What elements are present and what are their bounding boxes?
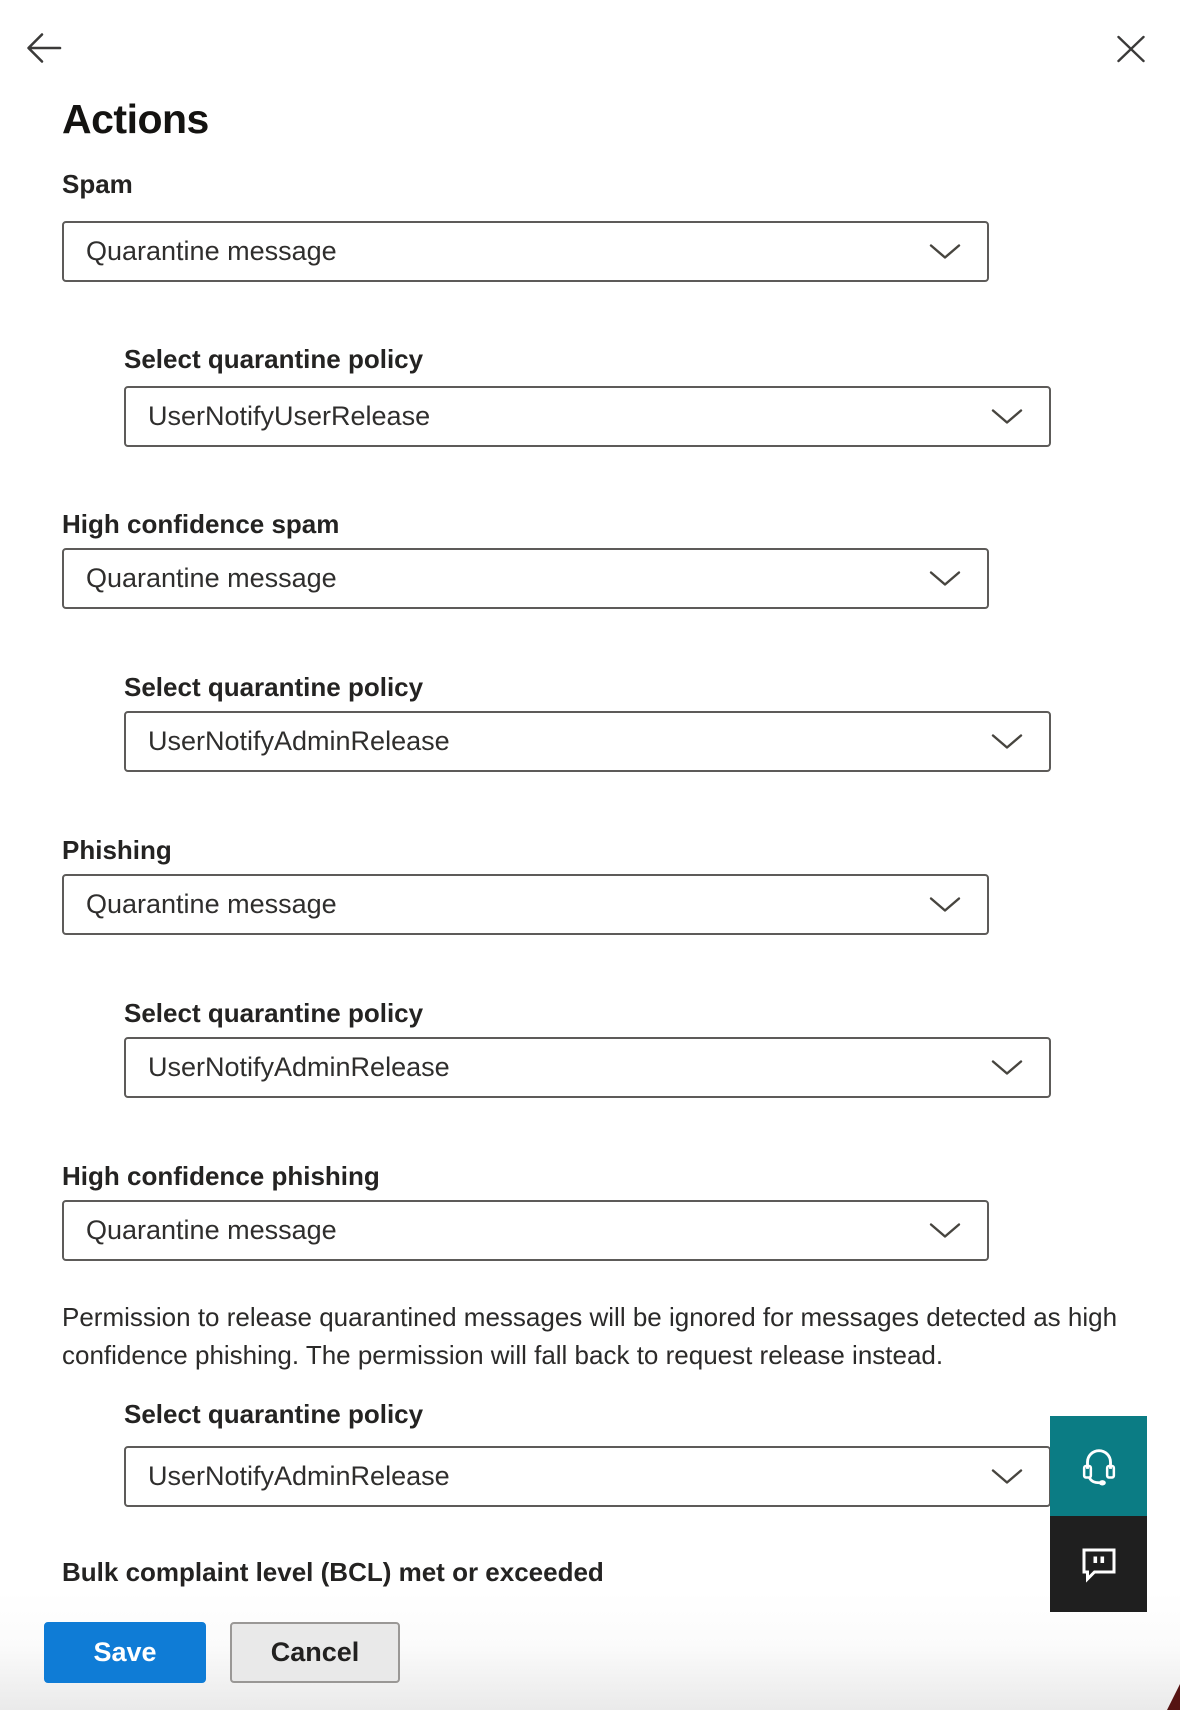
chevron-down-icon — [991, 1059, 1023, 1076]
chevron-down-icon — [929, 896, 961, 913]
back-button[interactable] — [22, 26, 66, 70]
high-confidence-spam-action-dropdown[interactable] — [62, 548, 989, 609]
phishing-policy-label: Select quarantine policy — [124, 998, 424, 1028]
hcs-policy-label: Select quarantine policy — [124, 672, 424, 702]
close-icon — [1116, 35, 1146, 63]
chevron-down-icon — [991, 733, 1023, 750]
dropdown-value: Quarantine message — [86, 563, 337, 593]
dropdown-value: UserNotifyAdminRelease — [148, 726, 450, 756]
spam-quarantine-policy-dropdown[interactable] — [124, 386, 1051, 447]
hcp-policy-label: Select quarantine policy — [124, 1399, 424, 1429]
hcp-permission-note: Permission to release quarantined messages will be ignored for messages detected as high confidence phishing. The permission will fall back to request release instead. — [62, 1302, 1118, 1370]
chevron-down-icon — [929, 243, 961, 260]
cancel-button[interactable]: Cancel — [230, 1622, 400, 1683]
hcp-quarantine-policy-dropdown[interactable] — [124, 1446, 1051, 1507]
phishing-label: Phishing — [62, 835, 172, 865]
hcs-quarantine-policy-dropdown[interactable] — [124, 711, 1051, 772]
dropdown-value: Quarantine message — [86, 236, 337, 266]
spam-label: Spam — [62, 169, 133, 199]
chevron-down-icon — [929, 1222, 961, 1239]
phishing-quarantine-policy-dropdown[interactable] — [124, 1037, 1051, 1098]
close-button[interactable] — [1111, 31, 1151, 67]
headset-icon — [1076, 1442, 1122, 1490]
dropdown-value: UserNotifyAdminRelease — [148, 1052, 450, 1082]
high-confidence-spam-label: High confidence spam — [62, 509, 340, 539]
corner-artifact — [1167, 1684, 1180, 1710]
bulk-complaint-level-label-clipped — [62, 1556, 762, 1592]
dropdown-value: UserNotifyUserRelease — [148, 401, 431, 431]
bulk-complaint-level-label: Bulk complaint level (BCL) met or exceeded — [62, 1557, 604, 1587]
dropdown-value: Quarantine message — [86, 889, 337, 919]
chevron-down-icon — [991, 1468, 1023, 1485]
spam-action-dropdown[interactable] — [62, 221, 989, 282]
dropdown-value: UserNotifyAdminRelease — [148, 1461, 450, 1491]
arrow-left-icon — [25, 31, 63, 65]
dropdown-value: Quarantine message — [86, 1215, 337, 1245]
spam-policy-label: Select quarantine policy — [124, 344, 424, 374]
phishing-action-dropdown[interactable] — [62, 874, 989, 935]
chevron-down-icon — [991, 408, 1023, 425]
page-title: Actions — [62, 96, 209, 142]
high-confidence-phishing-action-dropdown[interactable] — [62, 1200, 989, 1261]
chat-bubble-icon — [1076, 1541, 1122, 1587]
feedback-button[interactable] — [1050, 1516, 1147, 1612]
help-button[interactable] — [1050, 1416, 1147, 1516]
save-button[interactable]: Save — [44, 1622, 206, 1683]
chevron-down-icon — [929, 570, 961, 587]
high-confidence-phishing-label: High confidence phishing — [62, 1161, 380, 1191]
